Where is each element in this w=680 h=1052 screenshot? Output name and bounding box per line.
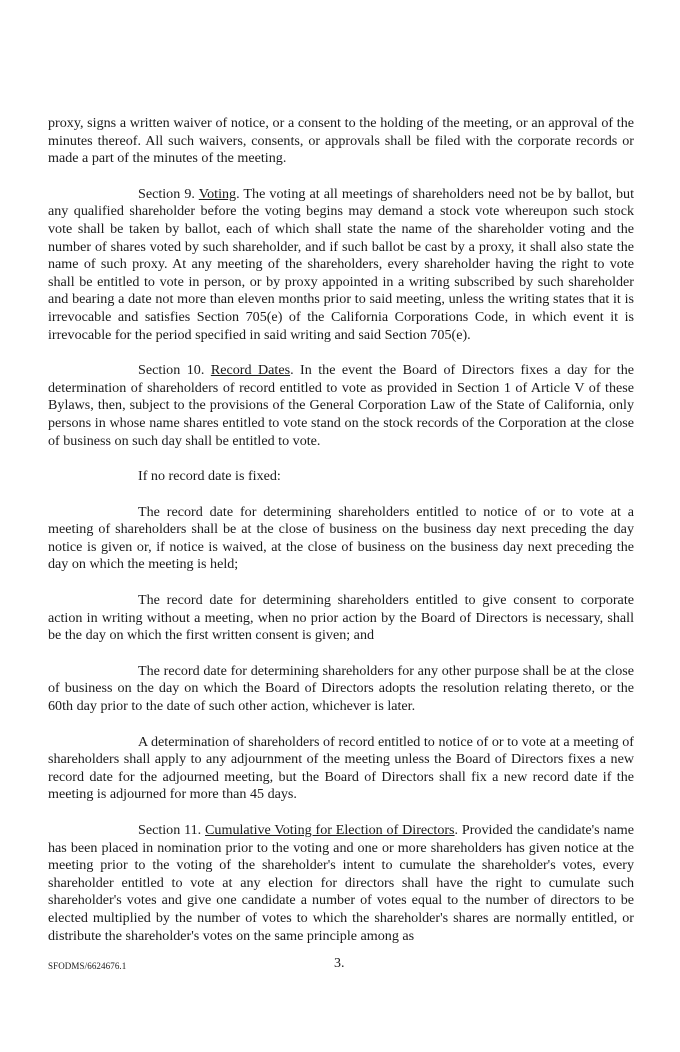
section-heading: Cumulative Voting for Election of Directors xyxy=(205,822,455,838)
section-label: Section 9. xyxy=(138,185,195,202)
paragraph-text: If no record date is fixed: xyxy=(138,468,281,485)
paragraph-no-record-date xyxy=(48,468,634,486)
footer-page-number: 3. xyxy=(334,956,345,971)
section-heading: Voting xyxy=(198,185,237,202)
paragraph-record-date-consent xyxy=(48,592,634,645)
paragraph-text: The record date for determining shareholders entitled to give consent to corporate action in writing without a meeting, when no prior action by the Board of Directors is necessary, shall be the day on which the first written consent is given; and xyxy=(48,592,634,644)
paragraph-text: proxy, signs a written waiver of notice, or a consent to the holding of the meeting, or an approval of the minutes thereof. All such waivers, consents, or approvals shall be filed with the corporate records or made a part of the minutes of the meeting. xyxy=(48,115,634,167)
paragraph-adjournment xyxy=(48,734,634,804)
paragraph-section-11-cumulative-voting xyxy=(48,822,634,945)
document-body xyxy=(48,115,634,963)
paragraph-text: . In the event the Board of Directors fixes a day for the determination of shareholders of record entitled to vote as provided in Section 1 of Article V of these Bylaws, then, subject to the provisions of the General Corporation Law of the State of California, only persons in whose name shares entitled to vote stand on the stock records of the Corporation at the close of business on such day shall be entitled to vote. xyxy=(48,362,635,449)
paragraph-section-10-record-dates xyxy=(48,362,634,450)
paragraph-record-date-other xyxy=(48,663,634,716)
paragraph-record-date-notice xyxy=(48,504,634,574)
section-label: Section 10. xyxy=(138,362,205,379)
section-heading: Record Dates xyxy=(210,362,291,379)
paragraph-proxy-continuation xyxy=(48,115,634,168)
paragraph-text: . The voting at all meetings of shareholders need not be by ballot, but any qualified shareholder before the voting begins may demand a stock vote whereupon such stock vote shall be taken by ballot, each of which shall state the name of the shareholder voting and the number of shares voted by such shareholder, and if such ballot be cast by a proxy, it shall also state the name of such proxy. At any meeting of the shareholders, every shareholder having the right to vote shall be entitled to vote in person, or by proxy appointed in a writing subscribed by such shareholder and bearing a date not more than eleven months prior to said meeting, unless the writing states that it is irrevocable and satisfies Section 705(e) of the California Corporations Code, in which event it is irrevocable for the period specified in said writing and said Section 705(e). xyxy=(48,185,634,343)
paragraph-text: The record date for determining shareholders for any other purpose shall be at the close of business on the day on which the Board of Directors adopts the resolution relating thereto, or the 60th day prior to the date of such other action, whichever is later. xyxy=(48,662,634,715)
section-label: Section 11. xyxy=(138,822,202,838)
paragraph-section-9-voting xyxy=(48,186,634,344)
paragraph-text: . Provided the candidate's name has been placed in nomination prior to the voting and one or more shareholders has given notice at the meeting prior to the voting of the shareholder's intent to cumulate the shareholder's votes, every shareholder entitled to vote at any election for directors shall have the right to cumulate such shareholder's votes and give one candidate a number of votes equal to the number of directors to be elected multiplied by the number of votes to which the shareholder's shares are normally entitled, or distribute the shareholder's votes on the same principle among as xyxy=(48,822,634,944)
paragraph-text: The record date for determining shareholders entitled to notice of or to vote at a meeting of shareholders shall be at the close of business on the business day next preceding the day notice is given or, if notice is waived, at the close of business on the business day next preceding the day on which the meeting is held; xyxy=(48,503,634,573)
paragraph-text: A determination of shareholders of record entitled to notice of or to vote at a meeting of shareholders shall apply to any adjournment of the meeting unless the Board of Directors fixes a new record date for the adjourned meeting, but the Board of Directors shall fix a new record date if the meeting is adjourned for more than 45 days. xyxy=(48,733,634,803)
footer-document-id: SFODMS/6624676.1 xyxy=(48,961,127,971)
